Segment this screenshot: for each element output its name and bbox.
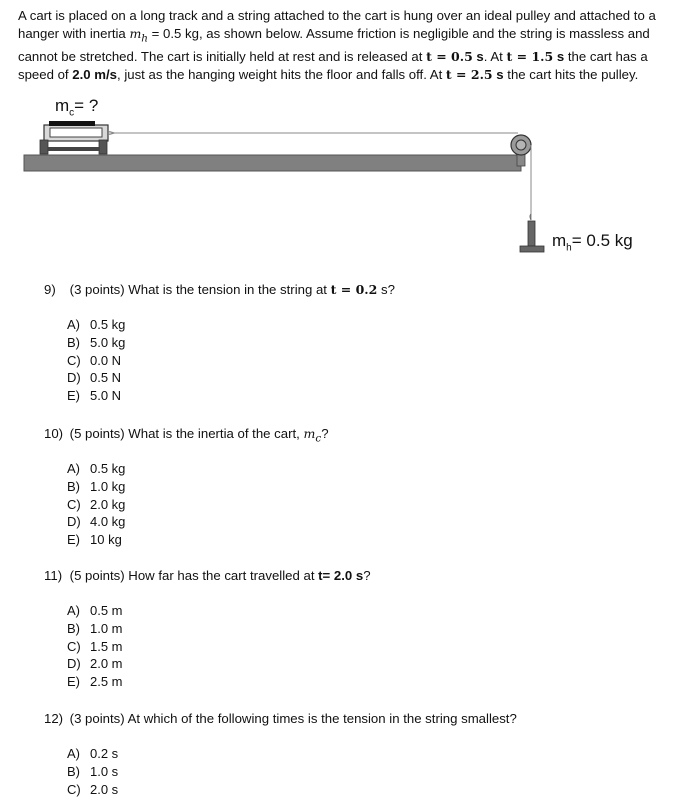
question-12: 12) (3 points) At which of the following times is the tension in the string smallest? <box>44 711 517 726</box>
problem-statement: A cart is placed on a long track and a string attached to the cart is hung over an ideal pulley and attached to a hanger with inertia $m_h = 0.5$ kg, as shown below. Assume friction is negligible and the string is massless and cannot be stretched. The cart is initially held at rest and is released at t = 0.5 s. At t = 1.5 s the cart has a speed of 2.0 m/s, just as the hanging weight hits the floor and falls off. At t = 2.5 s the cart hits the pulley. <box>18 8 656 82</box>
hanger-weight <box>520 214 544 252</box>
option-12c[interactable]: C) 2.0 s <box>67 781 119 797</box>
option-11c[interactable]: C) 1.5 m <box>67 638 123 654</box>
option-10b[interactable]: B) 1.0 kg <box>67 478 126 494</box>
cart-mass-label: $m_c=$ ? <box>55 96 99 119</box>
intro-text-6: the cart hits the pulley. <box>503 66 639 82</box>
intro-text-2: , as shown below. Assume friction is negligible and the string is massless and cannot be stretched. The cart is initially held at rest and is released at <box>18 26 650 64</box>
question-10-options <box>67 460 125 549</box>
option-9a[interactable]: A) 0.5 kg <box>67 317 126 332</box>
question-10: 10) (5 points) What is the inertia of the cart, $m_c$? <box>44 426 329 445</box>
option-9e[interactable]: E) 5.0 N <box>67 388 122 404</box>
question-9: 9) (3 points) What is the tension in the string at t = 0.2 s? <box>44 282 395 297</box>
option-10e[interactable]: E) 10 kg <box>67 532 122 548</box>
option-9c[interactable]: C) 0.0 N <box>67 352 122 368</box>
hanger-mass-label: $m_h= 0.5$ kg <box>552 231 633 254</box>
cart-speed: 2.0 m/s <box>72 66 117 82</box>
pulley <box>511 135 531 166</box>
option-10d[interactable]: D) 4.0 kg <box>67 514 126 530</box>
intro-text-3: . At <box>483 48 507 64</box>
option-10a[interactable]: A) 0.5 kg <box>67 461 126 476</box>
floor-hit-time: t = 1.5 <box>506 48 554 64</box>
question-9-options <box>67 316 125 405</box>
cart <box>40 121 108 154</box>
intro-text-4: the cart has a speed of <box>18 48 648 82</box>
question-11-options <box>67 602 123 691</box>
hanger-mass-symbol: $m_h$ <box>129 26 148 45</box>
pulley-hit-time: t = 2.5 <box>445 66 493 82</box>
option-9b[interactable]: B) 5.0 kg <box>67 334 126 350</box>
intro-text-5: , just as the hanging weight hits the floor and falls off. At <box>117 66 446 82</box>
option-10c[interactable]: C) 2.0 kg <box>67 496 126 512</box>
question-12-options <box>67 745 118 798</box>
option-11b[interactable]: B) 1.0 m <box>67 620 123 636</box>
option-12b[interactable]: B) 1.0 s <box>67 763 119 779</box>
option-11e[interactable]: E) 2.5 m <box>67 674 123 690</box>
track <box>24 155 521 171</box>
release-time: t = 0.5 <box>426 48 473 64</box>
option-11a[interactable]: A) 0.5 m <box>67 603 123 618</box>
option-11d[interactable]: D) 2.0 m <box>67 656 123 672</box>
option-12a[interactable]: A) 0.2 s <box>67 746 119 761</box>
hanger-mass-value: = 0.5 kg <box>148 26 199 41</box>
intro-text-1: A cart is placed on a long track and a string attached to the cart is hung over an ideal pulley and attached to a hanger with inertia <box>18 8 656 41</box>
option-9d[interactable]: D) 0.5 N <box>67 370 122 386</box>
question-11: 11) (5 points) How far has the cart travelled at t= 2.0 s? <box>44 568 371 583</box>
